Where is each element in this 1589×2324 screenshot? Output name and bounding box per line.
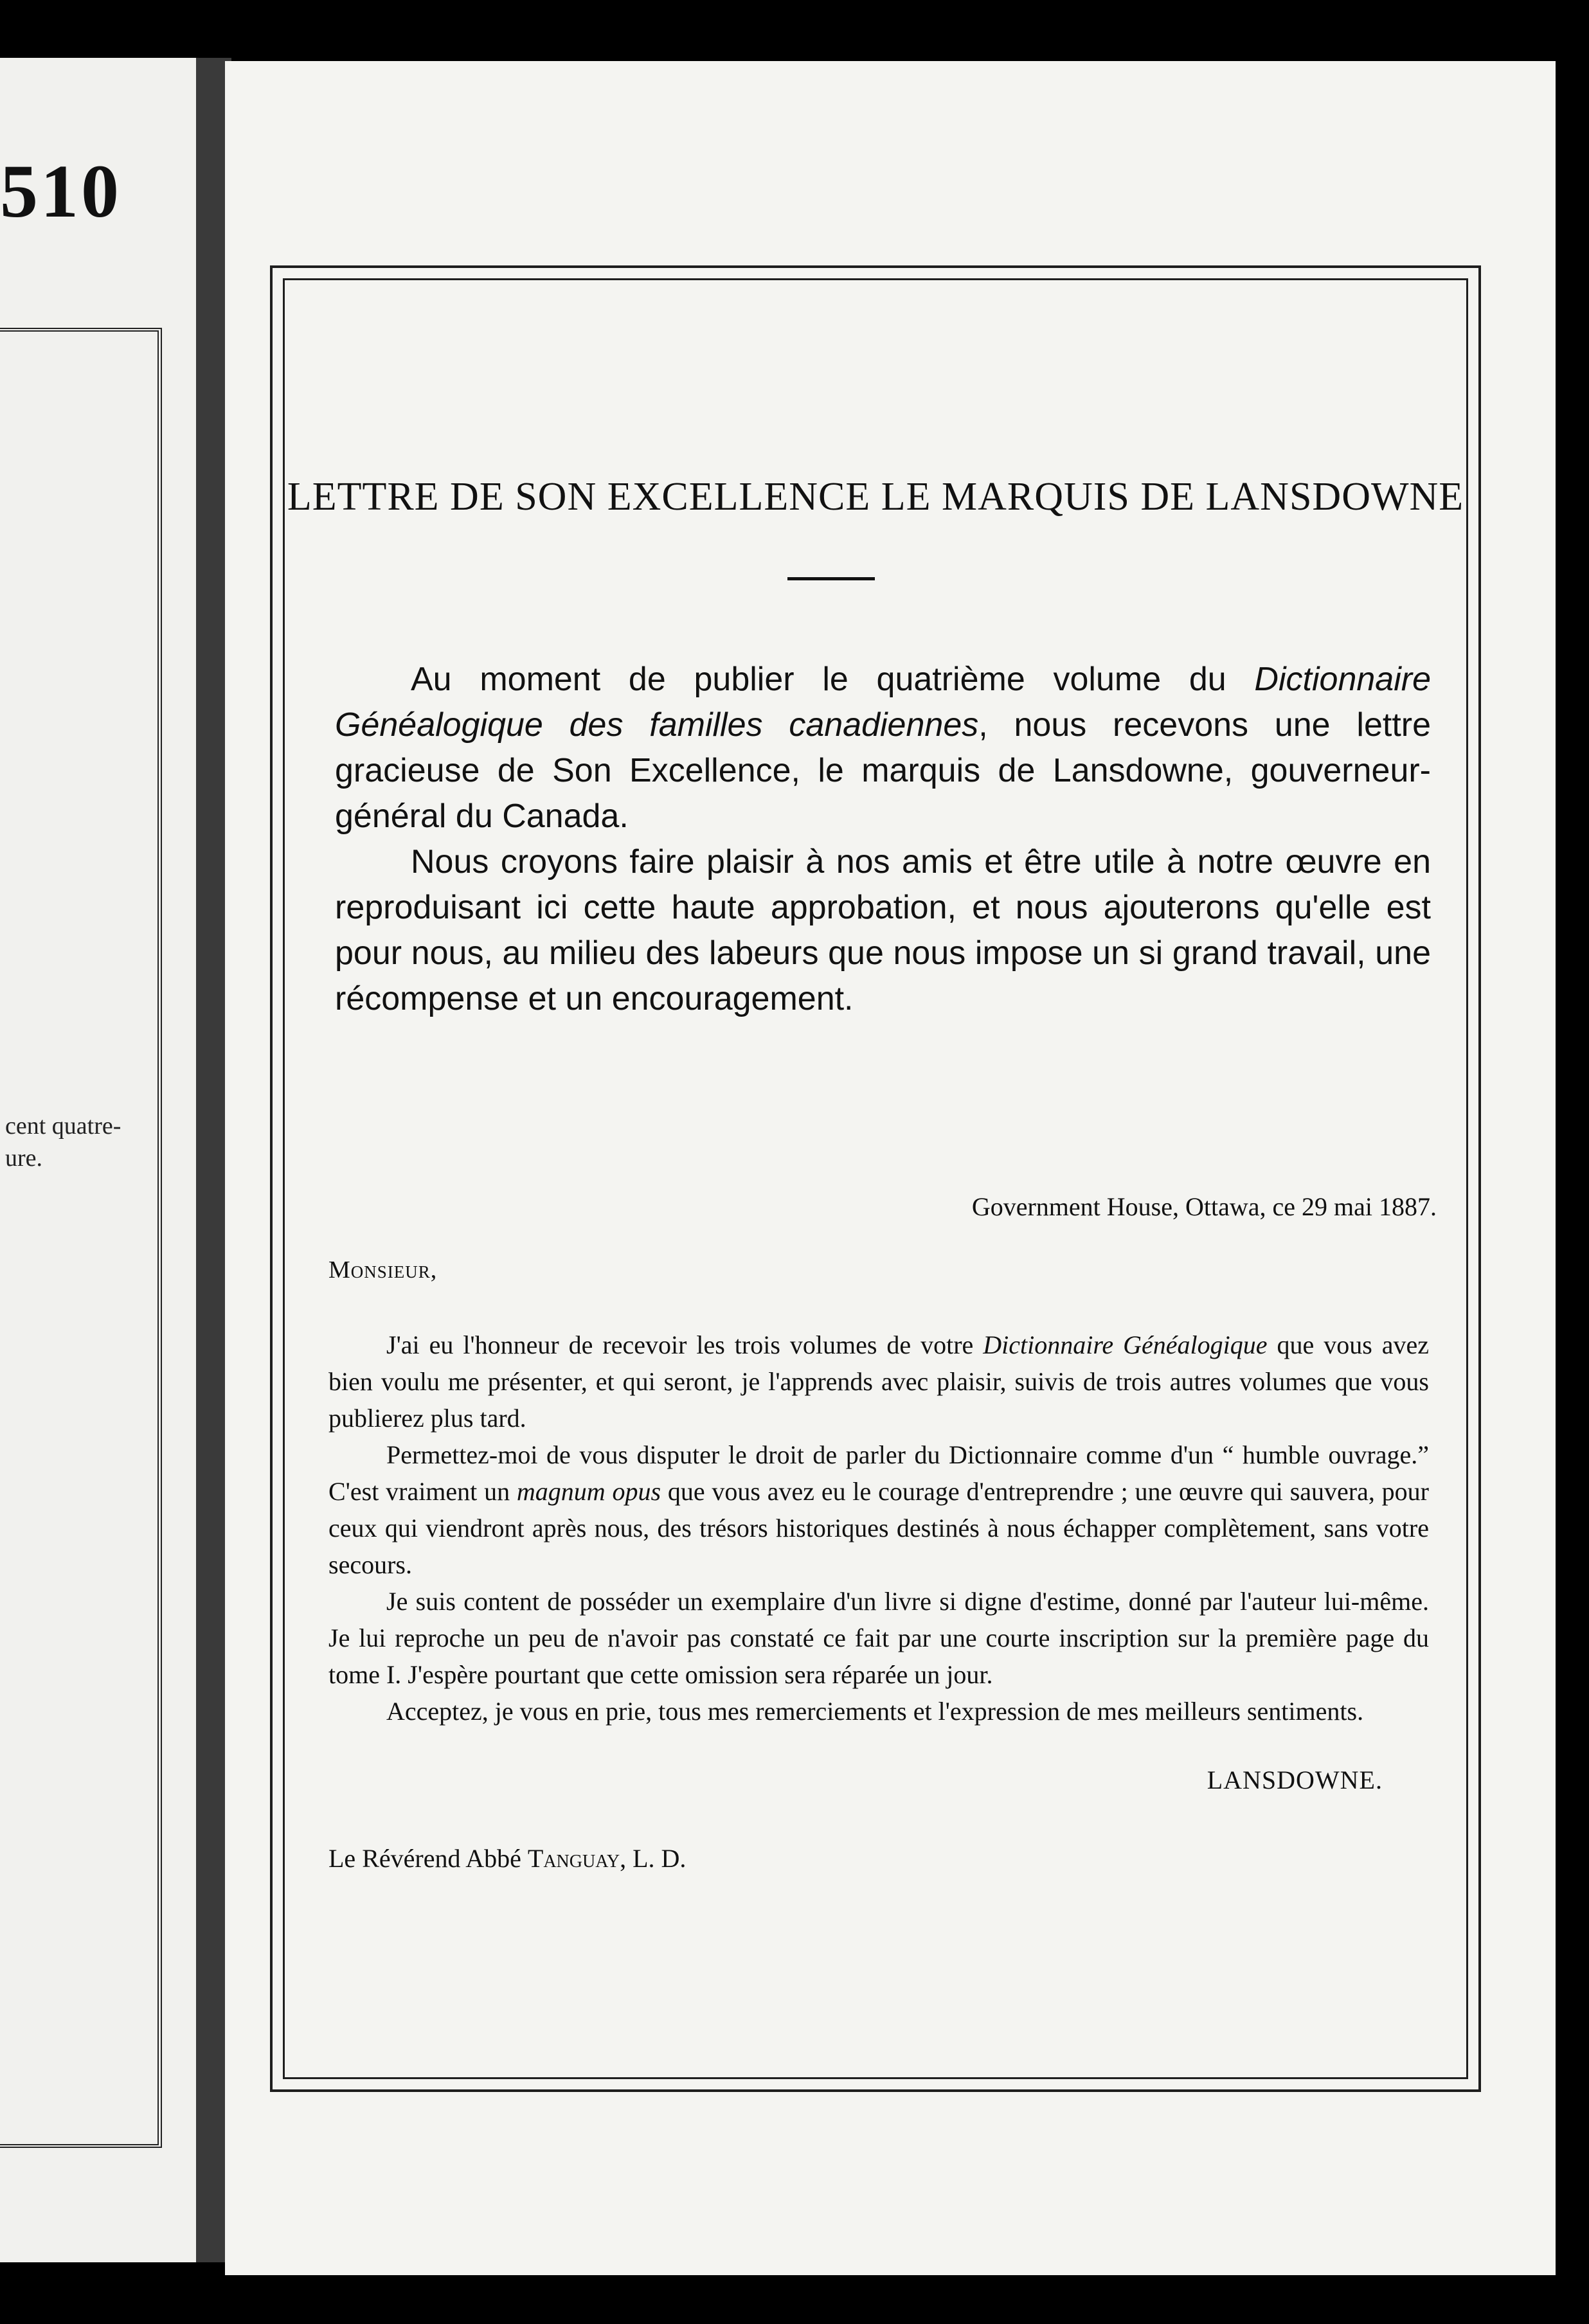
letter-paragraph <box>328 1436 1429 1583</box>
address-text-run: Le Révérend Abbé <box>328 1844 528 1873</box>
left-page-frame <box>0 328 162 2148</box>
letter-text-run: que vous avez eu le courage d'entreprendre ; une œuvre qui sauvera, pour ceux qui viendront après nous, des trésors historiques destinés à nous échapper complètement, sans votre secours. <box>328 1477 1429 1579</box>
recipient-address <box>328 1843 686 1873</box>
letter-text-run: Permettez-moi de vous disputer le droit de parler du Dictionnaire comme d'un “ humble ouvrage.” C'est vraiment un <box>328 1440 1429 1506</box>
intro-paragraph <box>335 657 1431 839</box>
letter-text-run: J'ai eu l'honneur de recevoir les trois volumes de votre <box>386 1330 983 1359</box>
letter-paragraph: Acceptez, je vous en prie, tous mes remerciements et l'expression de mes meilleurs sentiments. <box>386 1697 1364 1726</box>
magnum-opus: magnum opus <box>516 1477 661 1506</box>
dictionary-title: Dictionnaire Généalogique <box>983 1330 1268 1359</box>
page-number: 510 <box>0 149 121 233</box>
letter-title: LETTRE DE SON EXCELLENCE LE MARQUIS DE LANSDOWNE <box>287 475 1464 519</box>
intro-text <box>335 657 1431 1022</box>
letter-text-run: que vous avez bien voulu me présenter, et qui seront, je l'apprends avec plaisir, suivis de trois autres volumes que vous publierez plus tard. <box>328 1330 1430 1433</box>
letter-paragraph <box>328 1327 1429 1436</box>
salutation: Monsieur, <box>328 1256 438 1283</box>
letter-paragraph: Je suis content de posséder un exemplaire d'un livre si digne d'estime, donné par l'auteur lui-même. Je lui reproche un peu de n'avoir pas constaté ce fait par une courte inscription sur la première page du tome I. J'espère pourtant que cette omission sera réparée un jour. <box>328 1587 1429 1689</box>
intro-paragraph: Nous croyons faire plaisir à nos amis et être utile à notre œuvre en reproduisant ici cette haute approbation, et nous ajouterons qu'elle est pour nous, au milieu des labeurs que nous impose un si grand travail, une récompense et un encouragement. <box>335 843 1431 1017</box>
left-text-fragment: ure. <box>5 1145 43 1172</box>
intro-text-run: , nous recevons une lettre gracieuse de Son Excellence, le marquis de Lansdowne, gouverneur-général du Canada. <box>335 706 1432 835</box>
page-border-inner <box>283 278 1468 2079</box>
title-rule <box>787 577 875 580</box>
intro-text-run: Au moment de publier le quatrième volume du <box>411 661 1255 698</box>
dateline: Government House, Ottawa, ce 29 mai 1887. <box>971 1192 1437 1221</box>
letter-body <box>328 1327 1429 1730</box>
left-text-fragment: cent quatre- <box>5 1113 121 1140</box>
address-text-run: , L. D. <box>620 1844 687 1873</box>
recipient-name: Tanguay <box>527 1844 620 1873</box>
dictionary-title: Dictionnaire Généalogique des familles canadiennes <box>335 661 1431 744</box>
left-page <box>0 58 196 2262</box>
page-border <box>270 265 1481 2092</box>
right-page <box>225 61 1556 2275</box>
signature: LANSDOWNE. <box>1207 1765 1383 1794</box>
